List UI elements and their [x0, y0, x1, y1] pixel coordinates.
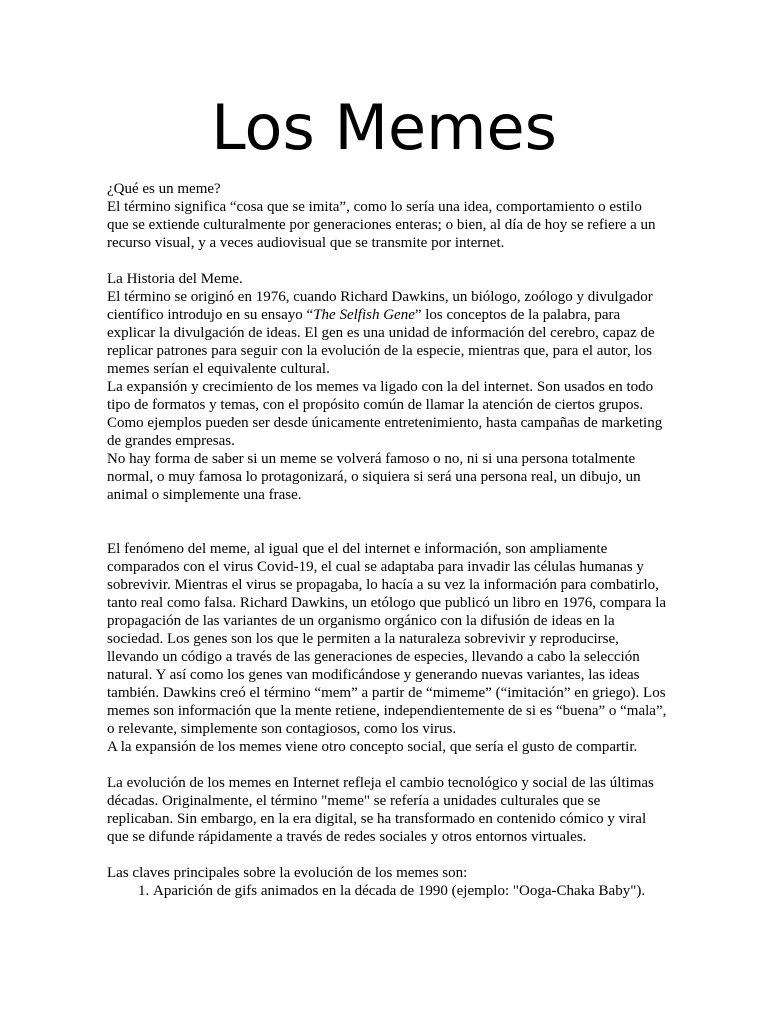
- paragraph-text: El término se originó en 1976, cuando Richard Dawkins, un biólogo, zoólogo y divulgador científico introdujo en su ensayo “: [107, 289, 653, 323]
- spacer: [107, 252, 667, 270]
- paragraph-text: ” los conceptos de la palabra, para explicar la divulgación de ideas. El gen es una unidad de información del cerebro, capaz de replicar patrones para seguir con la evolución de la especie, mientras que, para el autor, los memes serían el equivalente cultural.: [107, 307, 655, 377]
- section-phenomenon: [107, 540, 667, 756]
- book-title: The Selfish Gene: [313, 307, 415, 323]
- paragraph: No hay forma de saber si un meme se volverá famoso o no, ni si una persona totalmente normal, o muy famosa lo protagonizará, o siquiera si será una persona real, un dibujo, un animal o simplemente una frase.: [107, 451, 641, 503]
- section-heading: La Historia del Meme.: [107, 271, 243, 287]
- paragraph: El término significa “cosa que se imita”, como lo sería una idea, comportamiento o estilo que se extiende culturalmente por generaciones enteras; o bien, al día de hoy se refiere a un recurso visual, y a veces audiovisual que se transmite por internet.: [107, 199, 656, 251]
- paragraph: El fenómeno del meme, al igual que el del internet e información, son ampliamente comparados con el virus Covid-19, el cual se adaptaba para invadir las células humanas y sobrevivir. Mientras el virus se propagaba, lo hacía a su vez la información para combatirlo, tanto real como falsa. Richard Dawkins, un etólogo que publicó un libro en 1976, compara la propagación de las variantes de un organismo orgánico con la difusión de ideas en la sociedad. Los genes son los que le permiten a la naturaleza sobrevivir y reproducirse, llevando un código a través de las generaciones de especies, llevando a cabo la selección natural. Y así como los genes van modificándose y generando nuevas variantes, las ideas también. Dawkins creó el término “mem” a partir de “mimeme” (“imitación” en griego). Los memes son información que la mente retiene, independientemente de si es “buena” o “mala”, o relevante, simplemente son contagiosos, como los virus.: [107, 541, 667, 737]
- paragraph: La expansión y crecimiento de los memes va ligado con la del internet. Son usados en todo tipo de formatos y temas, con el propósito común de llamar la atención de ciertos grupos. Como ejemplos pueden ser desde únicamente entretenimiento, hasta campañas de marketing de grandes empresas.: [107, 379, 663, 449]
- section-keys: [107, 864, 667, 900]
- section-what-is-meme: [107, 180, 667, 252]
- paragraph: A la expansión de los memes viene otro concepto social, que sería el gusto de compartir.: [107, 739, 638, 755]
- list-item: 1. Aparición de gifs animados en la década de 1990 (ejemplo: "Ooga-Chaka Baby").: [153, 882, 667, 900]
- paragraph: [107, 288, 667, 378]
- section-history: [107, 270, 667, 504]
- spacer: [107, 846, 667, 864]
- spacer: [107, 756, 667, 774]
- paragraph: Las claves principales sobre la evolución de los memes son:: [107, 865, 468, 881]
- page-title: Los Memes: [211, 91, 557, 164]
- section-heading: ¿Qué es un meme?: [107, 181, 221, 197]
- spacer: [107, 532, 667, 540]
- numbered-list: [107, 882, 667, 900]
- section-evolution: [107, 774, 667, 846]
- paragraph: La evolución de los memes en Internet refleja el cambio tecnológico y social de las últimas décadas. Originalmente, el término "meme" se refería a unidades culturales que se replicaban. Sin embargo, en la era digital, se ha transformado en contenido cómico y viral que se difunde rápidamente a través de redes sociales y otros entornos virtuales.: [107, 775, 654, 845]
- spacer: [107, 504, 667, 532]
- document-body: [107, 180, 667, 900]
